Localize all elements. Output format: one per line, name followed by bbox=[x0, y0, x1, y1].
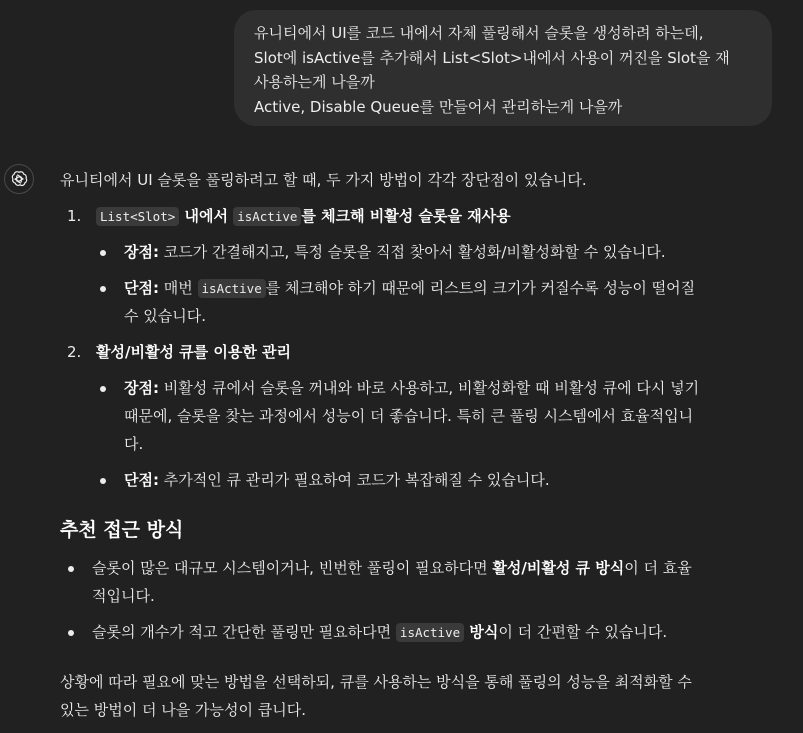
bullet bbox=[100, 250, 106, 256]
rec-text-continued: 적입니다. bbox=[92, 587, 155, 605]
rec-text: 이 더 간편할 수 있습니다. bbox=[498, 623, 668, 641]
openai-logo-icon bbox=[4, 164, 34, 194]
method-1-text: 내에서 bbox=[179, 207, 234, 225]
rec-text: 슬롯의 개수가 적고 간단한 풀링만 필요하다면 bbox=[92, 623, 396, 641]
method-2-text: 활성/비활성 큐를 이용한 관리 bbox=[96, 343, 292, 361]
method-1-pro bbox=[124, 238, 666, 266]
pro-text-continued: 때문에, 슬롯을 찾는 과정에서 성능이 더 좋습니다. 특히 큰 풀링 시스템에서 효율적입니 bbox=[124, 407, 694, 425]
con-label: 단점: bbox=[124, 279, 159, 297]
user-message-line: 유니티에서 UI를 코드 내에서 자체 풀링해서 슬롯을 생성하려 하는데, bbox=[254, 24, 704, 42]
method-1-con bbox=[124, 274, 695, 303]
con-text: 추가적인 큐 관리가 필요하여 코드가 복잡해질 수 있습니다. bbox=[158, 471, 550, 489]
user-message-line: Slot에 isActive를 추가해서 List<Slot>내에서 사용이 꺼진을 Slot을 재 bbox=[254, 48, 730, 67]
method-2-con bbox=[124, 466, 550, 494]
recommendation-1 bbox=[92, 554, 692, 582]
bullet bbox=[100, 478, 106, 484]
bullet bbox=[68, 566, 74, 572]
list-number: 2. bbox=[67, 343, 82, 361]
rec-text: 이 더 효율 bbox=[624, 559, 692, 577]
inline-code: isActive bbox=[233, 207, 301, 226]
method-2-title bbox=[60, 338, 291, 366]
pro-label: 장점: bbox=[124, 243, 159, 261]
method-1-title bbox=[60, 202, 511, 231]
pro-text: 코드가 간결해지고, 특정 슬롯을 직접 찾아서 활성화/비활성화할 수 있습니다. bbox=[158, 243, 666, 261]
inline-code: List<Slot> bbox=[96, 207, 179, 226]
pro-text: 비활성 큐에서 슬롯을 꺼내와 바로 사용하고, 비활성화할 때 비활성 큐에 다시 넣기 bbox=[158, 379, 700, 397]
method-2-pro bbox=[124, 374, 699, 402]
pro-text-continued: 다. bbox=[124, 435, 144, 453]
con-text-continued: 수 있습니다. bbox=[124, 307, 206, 325]
inline-code: isActive bbox=[198, 279, 266, 298]
method-1-text: 를 체크해 비활성 슬롯을 재사용 bbox=[301, 207, 511, 225]
section-heading: 추천 접근 방식 bbox=[60, 519, 184, 541]
conclusion-text: 있는 방법이 더 나을 가능성이 큽니다. bbox=[60, 701, 306, 719]
intro-text: 유니티에서 UI 슬롯을 풀링하려고 할 때, 두 가지 방법이 각각 장단점이 있습니다. bbox=[60, 171, 587, 189]
inline-code: isActive bbox=[396, 623, 464, 642]
con-label: 단점: bbox=[124, 471, 159, 489]
list-number: 1. bbox=[67, 207, 82, 225]
bullet bbox=[68, 630, 74, 636]
user-message-line: Active, Disable Queue를 만들어서 관리하는게 나을까 bbox=[254, 97, 623, 116]
bullet bbox=[100, 386, 106, 392]
user-message-bubble bbox=[234, 10, 772, 126]
con-text: 를 체크해야 하기 때문에 리스트의 크기가 커질수록 성능이 떨어질 bbox=[265, 279, 696, 297]
rec-text: 슬롯이 많은 대규모 시스템이거나, 빈번한 풀링이 필요하다면 bbox=[92, 559, 493, 577]
rec-bold: 활성/비활성 큐 방식 bbox=[492, 559, 625, 577]
con-text: 매번 bbox=[158, 279, 198, 297]
recommendation-2 bbox=[92, 618, 667, 647]
rec-bold: 방식 bbox=[464, 623, 499, 641]
user-message-line: 사용하는게 나을까 bbox=[254, 73, 375, 91]
pro-label: 장점: bbox=[124, 379, 159, 397]
bullet bbox=[100, 286, 106, 292]
conclusion-text: 상황에 따라 필요에 맞는 방법을 선택하되, 큐를 사용하는 방식을 통해 풀링의 성능을 최적화할 수 bbox=[60, 673, 692, 691]
